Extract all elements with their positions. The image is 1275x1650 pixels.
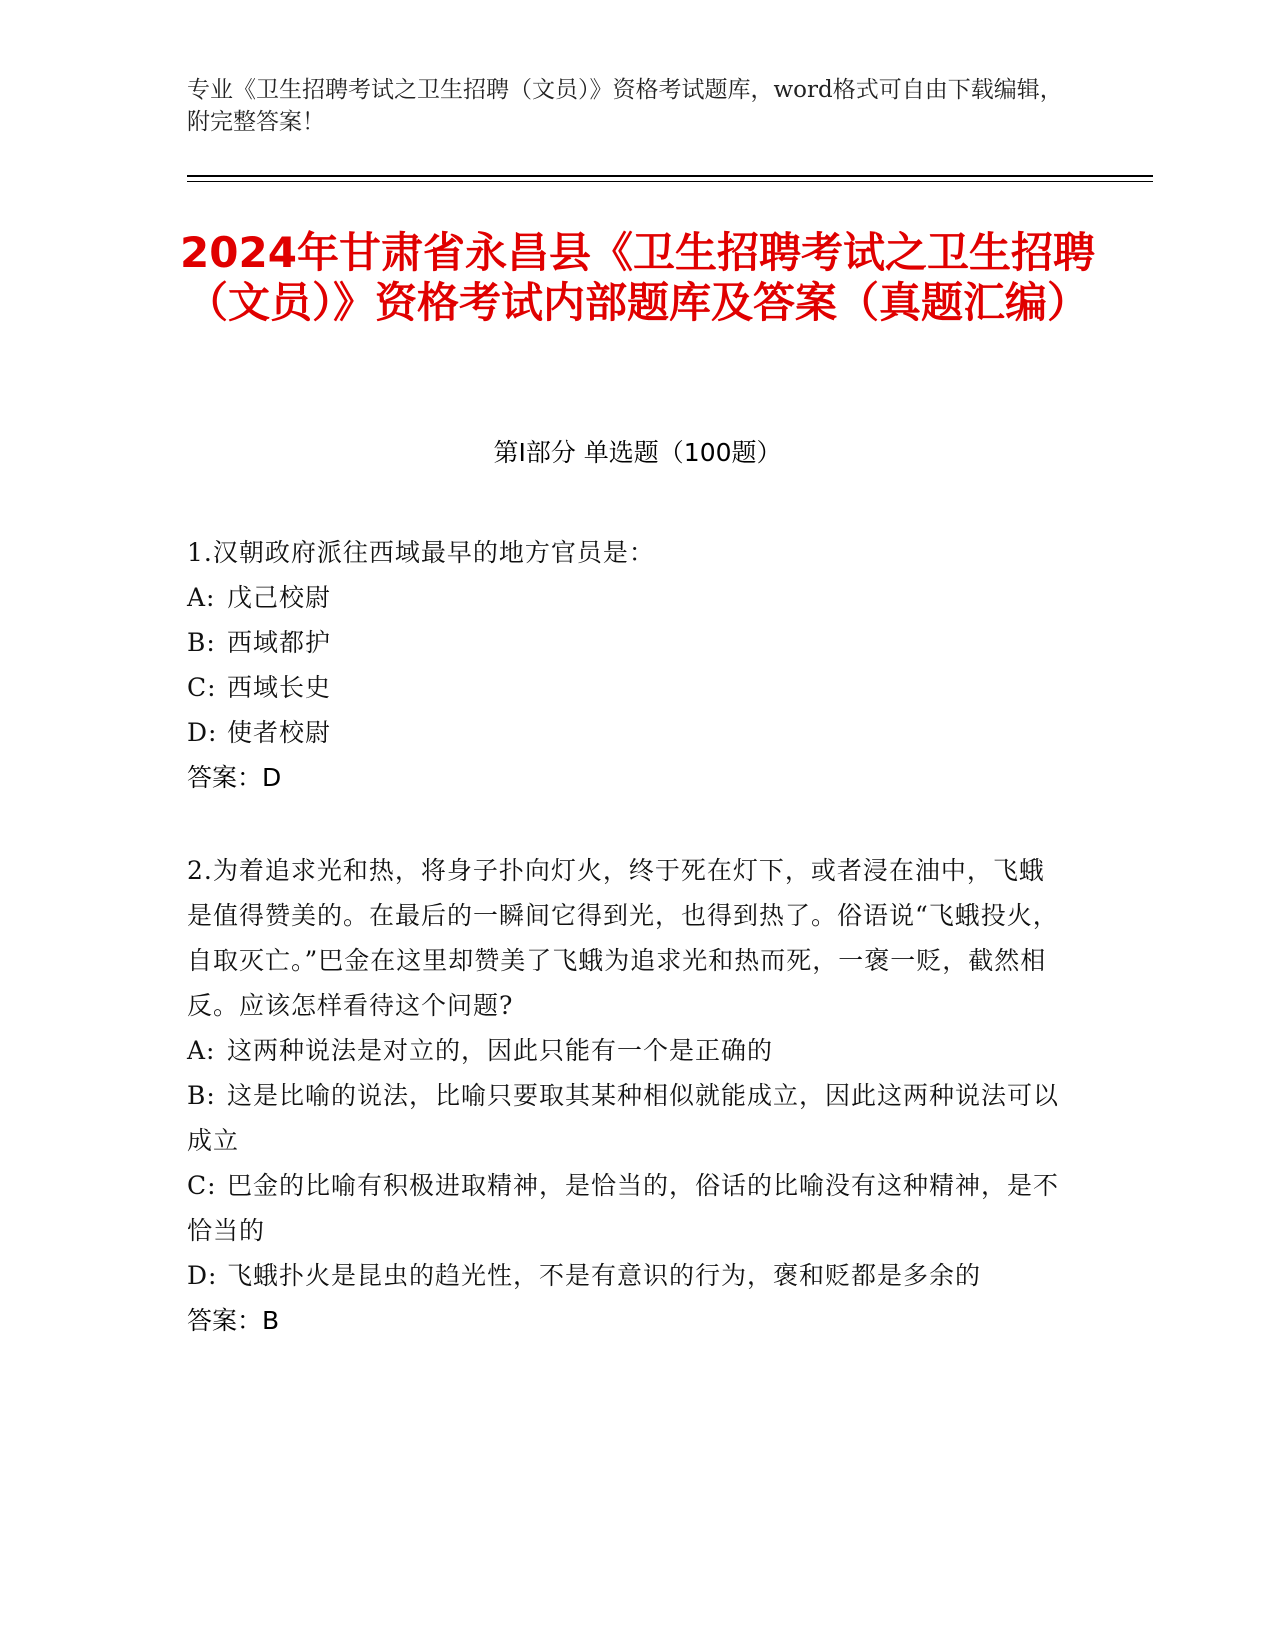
option-text: 使者校尉 — [227, 718, 332, 747]
option-b — [187, 620, 1067, 665]
option-a — [187, 1028, 1067, 1073]
question-stem: 2.为着追求光和热，将身子扑向灯火，终于死在灯下，或者浸在油中，飞蛾是值得赞美的。在最后的一瞬间它得到光，也得到热了。俗语说“飞蛾投火，自取灭亡。”巴金在这里却赞美了飞蛾为追求光和热而死，一褒一贬，截然相反。应该怎样看待这个问题? — [187, 856, 1059, 1020]
option-text: 飞蛾扑火是昆虫的趋光性，不是有意识的行为，褒和贬都是多余的 — [227, 1261, 982, 1290]
option-a — [187, 575, 1067, 620]
option-key: A: — [187, 1036, 216, 1065]
answer-label: 答案：B — [187, 1306, 280, 1335]
option-key: C: — [187, 1171, 217, 1200]
option-key: B: — [187, 628, 216, 657]
option-b — [187, 1073, 1067, 1163]
option-d — [187, 1253, 1067, 1298]
option-key: A: — [187, 583, 216, 612]
answer-label: 答案：D — [187, 763, 282, 792]
document-title: 2024年甘肃省永昌县《卫生招聘考试之卫生招聘（文员）》资格考试内部题库及答案（真题汇编） — [180, 228, 1095, 327]
option-d — [187, 710, 1067, 755]
section-heading: 第Ⅰ部分 单选题（100题） — [493, 438, 782, 467]
option-text: 这两种说法是对立的，因此只能有一个是正确的 — [227, 1036, 774, 1065]
header-note: 专业《卫生招聘考试之卫生招聘（文员）》资格考试题库，word格式可自由下载编辑，附完整答案！ — [187, 77, 1063, 135]
option-key: C: — [187, 673, 217, 702]
question-stem: 1.汉朝政府派往西域最早的地方官员是： — [187, 538, 655, 567]
question-2 — [187, 848, 1067, 1343]
question-1 — [187, 530, 1067, 800]
header-rule-thin — [187, 181, 1153, 182]
option-key: D: — [187, 1261, 218, 1290]
option-key: B: — [187, 1081, 216, 1110]
option-key: D: — [187, 718, 218, 747]
option-text: 戊己校尉 — [227, 583, 332, 612]
header-rule-thick — [187, 175, 1153, 177]
option-text: 西域都护 — [227, 628, 332, 657]
option-c — [187, 1163, 1067, 1253]
option-text: 这是比喻的说法，比喻只要取其某种相似就能成立，因此这两种说法可以成立 — [187, 1081, 1060, 1155]
option-c — [187, 665, 1067, 710]
option-text: 西域长史 — [227, 673, 332, 702]
option-text: 巴金的比喻有积极进取精神，是恰当的，俗话的比喻没有这种精神，是不恰当的 — [187, 1171, 1060, 1245]
